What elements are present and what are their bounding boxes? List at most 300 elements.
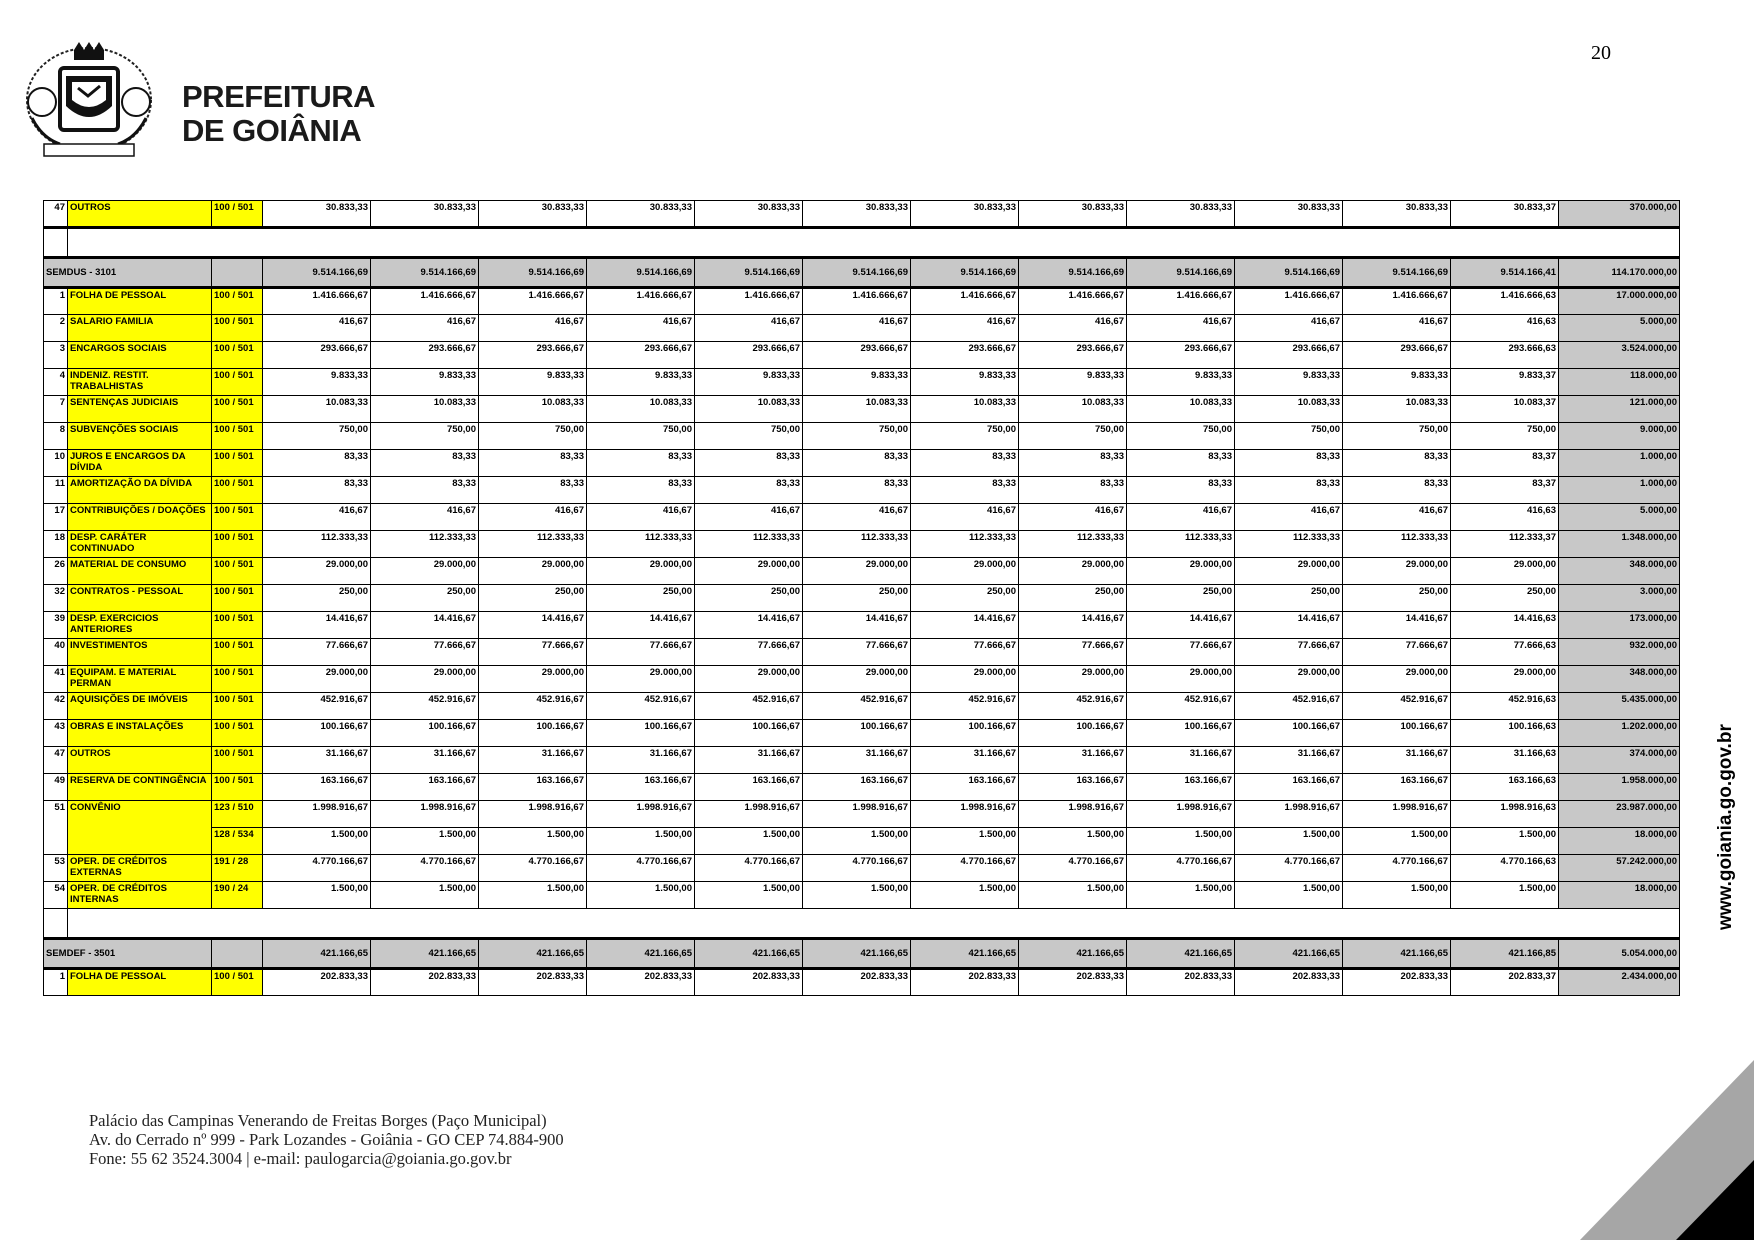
total-value: 374.000,00 <box>1559 747 1680 774</box>
month-value: 30.833,33 <box>695 201 803 228</box>
month-value: 4.770.166,67 <box>263 855 371 882</box>
month-value: 1.500,00 <box>1451 882 1559 909</box>
item-source: 100 / 501 <box>212 504 263 531</box>
item-source: 100 / 501 <box>212 201 263 228</box>
total-value: 118.000,00 <box>1559 369 1680 396</box>
month-value: 1.416.666,67 <box>587 288 695 315</box>
month-value: 4.770.166,67 <box>695 855 803 882</box>
footer-line-2: Av. do Cerrado nº 999 - Park Lozandes - Goiânia - GO CEP 74.884-900 <box>89 1130 564 1149</box>
month-value: 416,67 <box>695 504 803 531</box>
item-source: 100 / 501 <box>212 639 263 666</box>
month-value: 202.833,33 <box>1343 969 1451 996</box>
group-source-cell <box>212 258 263 288</box>
month-value: 9.514.166,69 <box>1127 258 1235 288</box>
month-value: 77.666,67 <box>1127 639 1235 666</box>
item-source: 100 / 501 <box>212 369 263 396</box>
month-value: 1.998.916,67 <box>1019 801 1127 828</box>
month-value: 29.000,00 <box>1343 558 1451 585</box>
month-value: 31.166,67 <box>1343 747 1451 774</box>
table-row <box>44 558 1680 585</box>
month-value: 163.166,67 <box>479 774 587 801</box>
total-value: 17.000.000,00 <box>1559 288 1680 315</box>
month-value: 421.166,65 <box>1343 939 1451 969</box>
month-value: 163.166,67 <box>1235 774 1343 801</box>
month-value: 250,00 <box>695 585 803 612</box>
table-row <box>44 201 1680 228</box>
month-value: 1.500,00 <box>479 828 587 855</box>
month-value: 100.166,67 <box>803 720 911 747</box>
month-value: 31.166,67 <box>371 747 479 774</box>
month-value: 202.833,33 <box>695 969 803 996</box>
item-source: 100 / 501 <box>212 558 263 585</box>
month-value: 1.416.666,67 <box>1343 288 1451 315</box>
month-value: 100.166,67 <box>1343 720 1451 747</box>
month-value: 112.333,33 <box>263 531 371 558</box>
month-value: 1.500,00 <box>1451 828 1559 855</box>
table-row <box>44 288 1680 315</box>
total-value: 3.000,00 <box>1559 585 1680 612</box>
month-value: 1.500,00 <box>1235 828 1343 855</box>
month-value: 83,33 <box>1127 477 1235 504</box>
month-value: 1.998.916,63 <box>1451 801 1559 828</box>
item-description: OPER. DE CRÉDITOS EXTERNAS <box>68 855 212 882</box>
month-value: 750,00 <box>695 423 803 450</box>
month-value: 1.500,00 <box>803 828 911 855</box>
page-number: 20 <box>1591 42 1611 64</box>
month-value: 83,33 <box>371 450 479 477</box>
month-value: 30.833,37 <box>1451 201 1559 228</box>
month-value: 9.514.166,41 <box>1451 258 1559 288</box>
month-value: 9.833,33 <box>695 369 803 396</box>
month-value: 1.500,00 <box>371 828 479 855</box>
month-value: 452.916,67 <box>479 693 587 720</box>
month-value: 293.666,67 <box>1127 342 1235 369</box>
month-value: 416,63 <box>1451 504 1559 531</box>
month-value: 112.333,33 <box>1235 531 1343 558</box>
month-value: 750,00 <box>1235 423 1343 450</box>
month-value: 1.500,00 <box>911 828 1019 855</box>
month-value: 29.000,00 <box>803 666 911 693</box>
spacer-cell <box>44 909 68 939</box>
month-value: 4.770.166,67 <box>371 855 479 882</box>
month-value: 416,67 <box>1127 315 1235 342</box>
month-value: 112.333,33 <box>479 531 587 558</box>
month-value: 1.500,00 <box>803 882 911 909</box>
item-code: 51 <box>44 801 68 855</box>
month-value: 29.000,00 <box>695 666 803 693</box>
footer-address <box>89 1111 564 1168</box>
month-value: 416,67 <box>1235 504 1343 531</box>
month-value: 83,33 <box>803 477 911 504</box>
item-code: 54 <box>44 882 68 909</box>
spacer-cell <box>68 909 1680 939</box>
item-description: OPER. DE CRÉDITOS INTERNAS <box>68 882 212 909</box>
spacer-row <box>44 909 1680 939</box>
month-value: 100.166,63 <box>1451 720 1559 747</box>
month-value: 163.166,67 <box>371 774 479 801</box>
month-value: 9.833,33 <box>1019 369 1127 396</box>
month-value: 77.666,63 <box>1451 639 1559 666</box>
month-value: 9.833,37 <box>1451 369 1559 396</box>
total-value: 18.000,00 <box>1559 882 1680 909</box>
item-description: SALARIO FAMILIA <box>68 315 212 342</box>
total-value: 932.000,00 <box>1559 639 1680 666</box>
month-value: 83,33 <box>1343 450 1451 477</box>
month-value: 1.416.666,67 <box>479 288 587 315</box>
month-value: 163.166,67 <box>1019 774 1127 801</box>
month-value: 30.833,33 <box>911 201 1019 228</box>
month-value: 100.166,67 <box>587 720 695 747</box>
month-value: 83,33 <box>695 477 803 504</box>
month-value: 29.000,00 <box>1127 666 1235 693</box>
month-value: 9.833,33 <box>263 369 371 396</box>
month-value: 1.500,00 <box>1019 828 1127 855</box>
month-value: 750,00 <box>1127 423 1235 450</box>
month-value: 1.416.666,67 <box>1127 288 1235 315</box>
month-value: 163.166,67 <box>803 774 911 801</box>
month-value: 9.833,33 <box>803 369 911 396</box>
month-value: 1.500,00 <box>1127 828 1235 855</box>
item-source: 100 / 501 <box>212 693 263 720</box>
month-value: 77.666,67 <box>1235 639 1343 666</box>
group-source-cell <box>212 939 263 969</box>
table-row <box>44 531 1680 558</box>
month-value: 9.833,33 <box>371 369 479 396</box>
month-value: 30.833,33 <box>263 201 371 228</box>
total-value: 173.000,00 <box>1559 612 1680 639</box>
month-value: 293.666,67 <box>911 342 1019 369</box>
item-description: FOLHA DE PESSOAL <box>68 288 212 315</box>
month-value: 202.833,33 <box>911 969 1019 996</box>
month-value: 83,33 <box>1235 477 1343 504</box>
month-value: 9.514.166,69 <box>803 258 911 288</box>
item-code: 3 <box>44 342 68 369</box>
item-code: 47 <box>44 201 68 228</box>
total-value: 1.202.000,00 <box>1559 720 1680 747</box>
item-description: OUTROS <box>68 201 212 228</box>
month-value: 421.166,85 <box>1451 939 1559 969</box>
month-value: 83,33 <box>263 450 371 477</box>
month-value: 421.166,65 <box>587 939 695 969</box>
month-value: 250,00 <box>1019 585 1127 612</box>
budget-table <box>43 200 1680 996</box>
total-value: 3.524.000,00 <box>1559 342 1680 369</box>
month-value: 750,00 <box>911 423 1019 450</box>
month-value: 416,67 <box>1019 315 1127 342</box>
month-value: 750,00 <box>587 423 695 450</box>
group-label: SEMDEF - 3501 <box>44 939 212 969</box>
month-value: 416,67 <box>911 315 1019 342</box>
month-value: 1.500,00 <box>911 882 1019 909</box>
month-value: 202.833,33 <box>1019 969 1127 996</box>
month-value: 29.000,00 <box>371 558 479 585</box>
item-source: 100 / 501 <box>212 477 263 504</box>
coat-of-arms-logo <box>14 40 164 170</box>
item-code: 32 <box>44 585 68 612</box>
month-value: 112.333,33 <box>1127 531 1235 558</box>
month-value: 163.166,67 <box>263 774 371 801</box>
month-value: 14.416,67 <box>803 612 911 639</box>
month-value: 293.666,67 <box>1235 342 1343 369</box>
month-value: 83,33 <box>263 477 371 504</box>
month-value: 293.666,67 <box>479 342 587 369</box>
month-value: 1.416.666,67 <box>263 288 371 315</box>
table-row <box>44 666 1680 693</box>
month-value: 1.500,00 <box>1343 882 1451 909</box>
month-value: 30.833,33 <box>587 201 695 228</box>
table-body <box>44 201 1680 996</box>
item-description: CONTRATOS - PESSOAL <box>68 585 212 612</box>
month-value: 29.000,00 <box>1127 558 1235 585</box>
item-description: OBRAS E INSTALAÇÕES <box>68 720 212 747</box>
month-value: 4.770.166,67 <box>911 855 1019 882</box>
item-description: INVESTIMENTOS <box>68 639 212 666</box>
month-value: 1.416.666,63 <box>1451 288 1559 315</box>
month-value: 1.998.916,67 <box>371 801 479 828</box>
month-value: 29.000,00 <box>371 666 479 693</box>
total-value: 9.000,00 <box>1559 423 1680 450</box>
item-description: FOLHA DE PESSOAL <box>68 969 212 996</box>
month-value: 29.000,00 <box>479 558 587 585</box>
item-source: 191 / 28 <box>212 855 263 882</box>
month-value: 163.166,67 <box>695 774 803 801</box>
month-value: 1.500,00 <box>1235 882 1343 909</box>
month-value: 100.166,67 <box>263 720 371 747</box>
month-value: 10.083,33 <box>263 396 371 423</box>
item-description: CONTRIBUIÇÕES / DOAÇÕES <box>68 504 212 531</box>
month-value: 202.833,33 <box>1127 969 1235 996</box>
month-value: 77.666,67 <box>479 639 587 666</box>
month-value: 14.416,67 <box>1235 612 1343 639</box>
month-value: 293.666,67 <box>1019 342 1127 369</box>
total-value: 5.000,00 <box>1559 315 1680 342</box>
month-value: 1.500,00 <box>263 828 371 855</box>
table-row <box>44 477 1680 504</box>
month-value: 293.666,67 <box>803 342 911 369</box>
month-value: 83,33 <box>803 450 911 477</box>
item-source: 100 / 501 <box>212 774 263 801</box>
total-value: 18.000,00 <box>1559 828 1680 855</box>
total-value: 5.000,00 <box>1559 504 1680 531</box>
month-value: 1.500,00 <box>695 882 803 909</box>
month-value: 77.666,67 <box>587 639 695 666</box>
spacer-cell <box>44 228 68 258</box>
month-value: 14.416,67 <box>1343 612 1451 639</box>
item-description: DESP. EXERCICIOS ANTERIORES <box>68 612 212 639</box>
total-value: 114.170.000,00 <box>1559 258 1680 288</box>
item-source: 100 / 501 <box>212 288 263 315</box>
item-description: AMORTIZAÇÃO DA DÍVIDA <box>68 477 212 504</box>
month-value: 416,67 <box>1343 315 1451 342</box>
month-value: 416,67 <box>803 315 911 342</box>
month-value: 31.166,67 <box>1235 747 1343 774</box>
month-value: 10.083,33 <box>1235 396 1343 423</box>
month-value: 31.166,63 <box>1451 747 1559 774</box>
month-value: 83,33 <box>1235 450 1343 477</box>
item-code: 4 <box>44 369 68 396</box>
item-code: 26 <box>44 558 68 585</box>
item-code: 17 <box>44 504 68 531</box>
item-code: 42 <box>44 693 68 720</box>
item-description: SUBVENÇÕES SOCIAIS <box>68 423 212 450</box>
total-value: 121.000,00 <box>1559 396 1680 423</box>
table-row <box>44 423 1680 450</box>
month-value: 452.916,67 <box>695 693 803 720</box>
month-value: 1.416.666,67 <box>911 288 1019 315</box>
month-value: 31.166,67 <box>1019 747 1127 774</box>
month-value: 4.770.166,67 <box>1019 855 1127 882</box>
month-value: 31.166,67 <box>803 747 911 774</box>
month-value: 83,37 <box>1451 450 1559 477</box>
month-value: 1.500,00 <box>263 882 371 909</box>
item-description: AQUISIÇÕES DE IMÓVEIS <box>68 693 212 720</box>
month-value: 163.166,63 <box>1451 774 1559 801</box>
month-value: 14.416,67 <box>587 612 695 639</box>
month-value: 202.833,33 <box>587 969 695 996</box>
item-description: JUROS E ENCARGOS DA DÍVIDA <box>68 450 212 477</box>
total-value: 5.054.000,00 <box>1559 939 1680 969</box>
item-source: 100 / 501 <box>212 450 263 477</box>
month-value: 421.166,65 <box>263 939 371 969</box>
month-value: 29.000,00 <box>1235 558 1343 585</box>
month-value: 452.916,67 <box>587 693 695 720</box>
month-value: 250,00 <box>1451 585 1559 612</box>
month-value: 4.770.166,67 <box>587 855 695 882</box>
month-value: 202.833,33 <box>371 969 479 996</box>
month-value: 83,33 <box>695 450 803 477</box>
month-value: 29.000,00 <box>587 558 695 585</box>
month-value: 29.000,00 <box>1019 558 1127 585</box>
item-source: 100 / 501 <box>212 531 263 558</box>
item-description: MATERIAL DE CONSUMO <box>68 558 212 585</box>
month-value: 452.916,67 <box>911 693 1019 720</box>
month-value: 10.083,33 <box>1019 396 1127 423</box>
item-description: OUTROS <box>68 747 212 774</box>
table-row <box>44 882 1680 909</box>
month-value: 1.416.666,67 <box>695 288 803 315</box>
month-value: 77.666,67 <box>1343 639 1451 666</box>
item-code: 1 <box>44 288 68 315</box>
month-value: 416,63 <box>1451 315 1559 342</box>
total-value: 1.958.000,00 <box>1559 774 1680 801</box>
month-value: 416,67 <box>1343 504 1451 531</box>
month-value: 452.916,67 <box>1019 693 1127 720</box>
month-value: 31.166,67 <box>695 747 803 774</box>
month-value: 14.416,67 <box>479 612 587 639</box>
month-value: 31.166,67 <box>479 747 587 774</box>
item-source: 100 / 501 <box>212 585 263 612</box>
month-value: 9.514.166,69 <box>587 258 695 288</box>
item-code: 1 <box>44 969 68 996</box>
month-value: 10.083,33 <box>695 396 803 423</box>
month-value: 750,00 <box>479 423 587 450</box>
month-value: 112.333,33 <box>695 531 803 558</box>
month-value: 452.916,67 <box>1127 693 1235 720</box>
month-value: 1.998.916,67 <box>911 801 1019 828</box>
month-value: 83,33 <box>1343 477 1451 504</box>
month-value: 421.166,65 <box>371 939 479 969</box>
month-value: 416,67 <box>263 315 371 342</box>
month-value: 416,67 <box>371 504 479 531</box>
month-value: 750,00 <box>1451 423 1559 450</box>
table-row <box>44 315 1680 342</box>
month-value: 250,00 <box>263 585 371 612</box>
table-row <box>44 450 1680 477</box>
table-row <box>44 828 1680 855</box>
month-value: 9.514.166,69 <box>371 258 479 288</box>
month-value: 202.833,33 <box>479 969 587 996</box>
brand-line-1: PREFEITURA <box>182 79 376 114</box>
total-value: 2.434.000,00 <box>1559 969 1680 996</box>
month-value: 202.833,37 <box>1451 969 1559 996</box>
website-url: www.goiania.go.gov.br <box>1715 724 1736 930</box>
month-value: 293.666,67 <box>1343 342 1451 369</box>
month-value: 1.500,00 <box>695 828 803 855</box>
month-value: 250,00 <box>371 585 479 612</box>
item-source: 100 / 501 <box>212 666 263 693</box>
month-value: 83,33 <box>479 450 587 477</box>
table-row <box>44 639 1680 666</box>
month-value: 14.416,67 <box>263 612 371 639</box>
item-code: 49 <box>44 774 68 801</box>
month-value: 29.000,00 <box>1343 666 1451 693</box>
month-value: 1.416.666,67 <box>1235 288 1343 315</box>
total-value: 370.000,00 <box>1559 201 1680 228</box>
month-value: 29.000,00 <box>911 558 1019 585</box>
month-value: 163.166,67 <box>1127 774 1235 801</box>
month-value: 416,67 <box>587 504 695 531</box>
month-value: 452.916,67 <box>1343 693 1451 720</box>
month-value: 31.166,67 <box>263 747 371 774</box>
month-value: 14.416,67 <box>695 612 803 639</box>
month-value: 112.333,33 <box>911 531 1019 558</box>
month-value: 4.770.166,67 <box>479 855 587 882</box>
month-value: 1.500,00 <box>587 882 695 909</box>
item-code: 10 <box>44 450 68 477</box>
month-value: 10.083,33 <box>803 396 911 423</box>
footer-line-3: Fone: 55 62 3524.3004 | e-mail: paulogarcia@goiania.go.gov.br <box>89 1149 512 1168</box>
month-value: 416,67 <box>587 315 695 342</box>
month-value: 14.416,67 <box>911 612 1019 639</box>
total-value: 348.000,00 <box>1559 558 1680 585</box>
group-row <box>44 939 1680 969</box>
month-value: 30.833,33 <box>1235 201 1343 228</box>
total-value: 57.242.000,00 <box>1559 855 1680 882</box>
month-value: 452.916,67 <box>803 693 911 720</box>
item-code: 47 <box>44 747 68 774</box>
month-value: 1.998.916,67 <box>695 801 803 828</box>
table-row <box>44 855 1680 882</box>
month-value: 9.514.166,69 <box>1343 258 1451 288</box>
month-value: 9.833,33 <box>479 369 587 396</box>
month-value: 416,67 <box>911 504 1019 531</box>
month-value: 29.000,00 <box>1235 666 1343 693</box>
month-value: 29.000,00 <box>263 666 371 693</box>
month-value: 112.333,33 <box>1343 531 1451 558</box>
month-value: 14.416,67 <box>1019 612 1127 639</box>
month-value: 14.416,67 <box>1127 612 1235 639</box>
month-value: 1.416.666,67 <box>803 288 911 315</box>
item-code: 40 <box>44 639 68 666</box>
month-value: 10.083,33 <box>371 396 479 423</box>
month-value: 452.916,67 <box>263 693 371 720</box>
month-value: 112.333,37 <box>1451 531 1559 558</box>
month-value: 31.166,67 <box>1127 747 1235 774</box>
month-value: 77.666,67 <box>371 639 479 666</box>
item-code: 2 <box>44 315 68 342</box>
table-row <box>44 801 1680 828</box>
month-value: 14.416,67 <box>371 612 479 639</box>
